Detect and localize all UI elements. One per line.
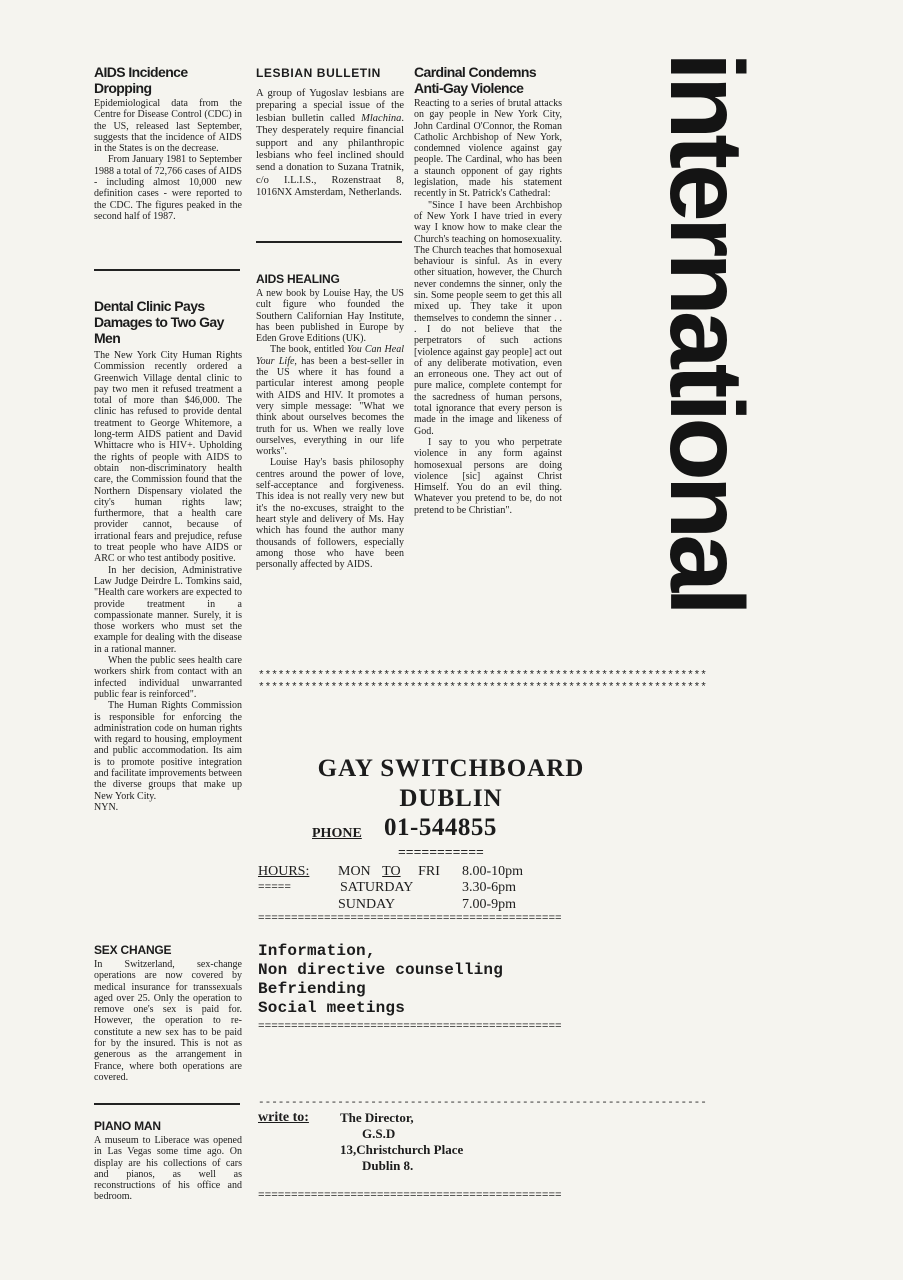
hours-row-saturday: SATURDAY xyxy=(340,880,414,895)
column-divider xyxy=(94,1103,240,1105)
article-dental-clinic xyxy=(94,298,242,813)
equals-divider: ============================================== xyxy=(258,1021,562,1033)
section-title-text: international xyxy=(648,52,764,612)
hours-time-saturday: 3.30-6pm xyxy=(462,880,517,895)
article-credit: NYN. xyxy=(94,801,119,813)
write-to-label: write to: xyxy=(258,1110,309,1125)
phone-number[interactable]: 01-544855 xyxy=(384,814,497,841)
equals-divider: ============================================== xyxy=(258,913,562,925)
phone-label: PHONE xyxy=(312,826,362,841)
stars-divider: ******************************************************************** xyxy=(258,682,707,694)
article-body: A museum to Liberace was opened in Las Vegas some time ago. On display are his collections of cars and pianos, as well as reconstructions of his office and bedroom. xyxy=(94,1135,242,1203)
section-title-vertical xyxy=(640,52,764,722)
article-piano-man xyxy=(94,1119,242,1203)
postal-address: The Director, G.S.D 13,Christchurch Place Dublin 8. xyxy=(340,1110,464,1173)
article-heading: AIDS Incidence Dropping xyxy=(94,64,188,96)
article-body: In Switzerland, sex-change operations are now covered by medical insurance for transsexuals aged over 25. Only the operation to remove one's sex is paid for. However, the operation to re-constitute a new sex has to be paid for by the insured. This is not as generous as the arrangement in France, where both operations are covered. xyxy=(94,959,242,1083)
hours-row-weekdays: MON TO FRI xyxy=(338,864,440,879)
article-cardinal xyxy=(414,64,562,516)
service-item: Social meetings xyxy=(258,999,406,1017)
article-aids-healing xyxy=(256,272,404,570)
service-item: Non directive counselling xyxy=(258,961,504,979)
phone-underline: =========== xyxy=(398,845,484,860)
article-body: The New York City Human Rights Commission recently ordered a Greenwich Village dental clinic to pay two men it refused treatment a total of more than $46,000. The clinic has refused to provide dental treatment to George Whitemore, a long-term AIDS patient and David Whittacre who is HIV+. Upholding the rights of people with AIDS to obtain non-discriminatory health care, the Commission found that the Northern Dispensary violated the city's human rights law; furthermore, that a health care provider cannot, because of irrational fears and prejudice, refuse to treat people who have AIDS or ARC or who test antibody positive. In her decision, Administrative Law Judge Deirdre L. Tomkins said, "Health care workers are expected to provide treatment in a compassionate manner. Surely, it is those workers who must set the example for dealing with the disease in a rational manner. When the public sees health care workers shirk from contact with an infected individual unwarranted public fear is reinforced". The Human Rights Commission is responsible for enforcing the administration code on human rights with regard to housing, employment and public accommodation. Its aim is to promote positive integration and facilitate improvements between the diverse groups that make up New York City. NYN. xyxy=(94,350,242,813)
article-sex-change xyxy=(94,943,242,1083)
article-aids-incidence xyxy=(94,64,242,222)
article-body: Epidemiological data from the Centre for Disease Control (CDC) in the US, released last September, suggests that the incidence of AIDS in the States is on the decrease. From January 1981 to September 1988 a total of 72,766 cases of AIDS - including almost 10,000 new definition cases - were reported to the CDC. The figures peaked in the second half of 1987. xyxy=(94,98,242,222)
equals-divider: ============================================== xyxy=(258,1190,562,1202)
article-lesbian-bulletin xyxy=(256,66,404,200)
article-heading: SEX CHANGE xyxy=(94,943,172,957)
dash-divider: -------------------------------------------------------------------- xyxy=(258,1097,707,1109)
article-heading: LESBIAN BULLETIN xyxy=(256,66,381,80)
switchboard-city: DUBLIN xyxy=(399,785,503,812)
hours-row-sunday: SUNDAY xyxy=(338,897,396,912)
service-item: Befriending xyxy=(258,980,366,998)
article-body: Reacting to a series of brutal attacks on gay people in New York City, John Cardinal O'Connor, the Roman Catholic Archbishop of New York, condemned violence against gay people. The Cardinal, who has been a staunch opponent of gay rights legislation, made his statement recently in St. Patrick's Cathedral: "Since I have been Archbishop of New York I have tried in every way I know how to make clear the Church's teaching on homosexuality. The Church teaches that homosexual behaviour is sinful. As in every other situation, however, the Church never condemns the sinner, only the sin. Some people seem to get this all mixed up. They take it upon themselves to condemn the sinner . . . I do not believe that the perpetrators of such actions [violence against gay people] act out of any deliberate motivation, even an erroneous one. They act out of pure malice, complete contempt for the sacredness of human persons, total ignorance that every person is made in the image and likeness of God. I say to you who perpetrate violence in any form against homosexual persons are doing violence [sic] against Christ Himself. You do an evil thing. Whatever you pretend to be, do not pretend to be Christian". xyxy=(414,98,562,516)
switchboard-title: GAY SWITCHBOARD xyxy=(317,755,585,782)
article-heading: Dental Clinic Pays Damages to Two Gay Men xyxy=(94,298,224,346)
service-item: Information, xyxy=(258,942,376,960)
hours-time-weekdays: 8.00-10pm xyxy=(462,864,524,879)
hours-label-underline: ===== xyxy=(258,882,292,894)
article-heading: PIANO MAN xyxy=(94,1119,161,1133)
article-body: A group of Yugoslav lesbians are preparing a special issue of the lesbian bulletin called Mlachina. They desperately require financial support and any philanthropic lesbians who feel inclined should send a donation to Suzana Tratnik, c/o I.L.I.S., Rozenstraat 8, 1016NX Amsterdam, Netherlands. xyxy=(256,88,404,199)
services-list xyxy=(258,942,503,1018)
hours-label: HOURS: xyxy=(258,864,310,879)
column-divider xyxy=(94,269,240,271)
stars-divider: ******************************************************************** xyxy=(258,670,707,682)
article-heading: AIDS HEALING xyxy=(256,272,340,286)
article-heading: Cardinal Condemns Anti-Gay Violence xyxy=(414,64,537,96)
article-body: A new book by Louise Hay, the US cult figure who founded the Southern Californian Hay Institute, has been published in Europe by Eden Grove Editions (UK). The book, entitled You Can Heal Your Life, has been a best-seller in the US where it has found a particular interest among people with AIDS and HIV. It promotes a very simple message: "What we think about ourselves becomes the truth for us. When we really love ourselves, everything in our life works". Louise Hay's basis philosophy centres around the power of love, self-acceptance and forgiveness. This idea is not really very new but it's the no-excuses, straight to the heart style and delivery of Ms. Hay which has found the author many thousands of followers, especially among those who have been personally affected by AIDS. xyxy=(256,288,404,571)
column-divider xyxy=(256,241,402,243)
hours-time-sunday: 7.00-9pm xyxy=(462,897,517,912)
